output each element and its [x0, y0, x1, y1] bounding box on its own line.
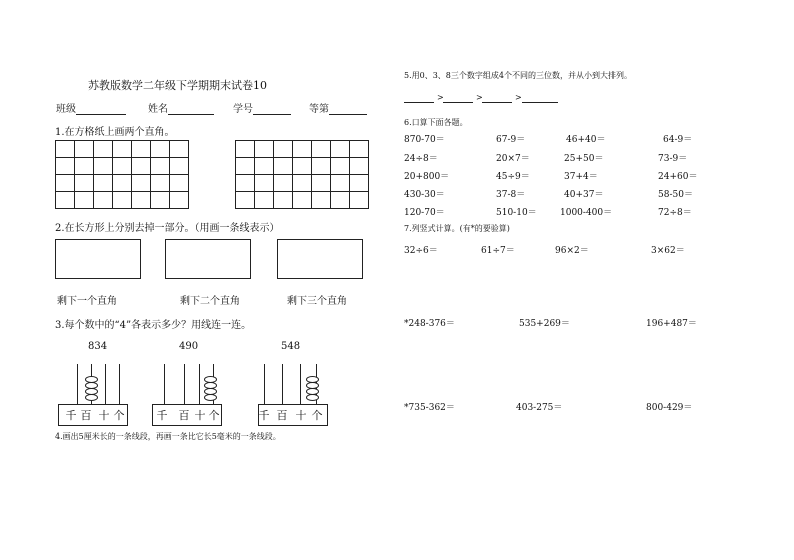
- name-label: 姓名: [148, 104, 168, 115]
- oral-item: 120-70＝: [404, 208, 445, 218]
- order-blank-1[interactable]: [404, 101, 434, 103]
- oral-item: 20×7＝: [496, 154, 530, 164]
- order-blank-4[interactable]: [522, 101, 558, 103]
- calc-item: 403-275＝: [516, 403, 563, 413]
- calc-item: 535+269＝: [519, 319, 570, 329]
- question-2: 2.在长方形上分别去掉一部分。（用画一条线表示）: [55, 223, 280, 234]
- class-field: [56, 100, 126, 115]
- calc-item: *248-376＝: [404, 319, 455, 329]
- greater-than-sign: >: [437, 93, 444, 102]
- place-tens: 十: [295, 409, 307, 422]
- oral-item: 25+50＝: [564, 154, 604, 164]
- class-blank[interactable]: [76, 104, 126, 115]
- question-4: 4.画出5厘米长的一条线段，再画一条比它长5毫米的一条线段。: [55, 432, 281, 441]
- oral-item: 45÷9＝: [496, 172, 530, 182]
- name-blank[interactable]: [168, 104, 214, 115]
- grade-label: 等第: [309, 104, 329, 115]
- place-hundreds: 百: [80, 409, 92, 422]
- oral-item: 24+60＝: [658, 172, 698, 182]
- question-6: 6.口算下面各题。: [404, 118, 468, 127]
- order-blank-3[interactable]: [482, 101, 512, 103]
- grade-blank[interactable]: [329, 104, 367, 115]
- number-548: 548: [281, 341, 301, 352]
- grade-field: [309, 100, 367, 115]
- oral-item: 510-10＝: [496, 208, 537, 218]
- remain-label-2: 剩下二个直角: [180, 296, 240, 307]
- calc-item: 196+487＝: [646, 319, 697, 329]
- remain-label-3: 剩下三个直角: [287, 296, 347, 307]
- oral-item: 24÷8＝: [404, 154, 438, 164]
- order-blank-2[interactable]: [443, 101, 473, 103]
- question-5: 5.用0、3、8三个数字组成4个不同的三位数，并从小到大排列。: [404, 71, 632, 80]
- oral-item: 46+40＝: [566, 135, 606, 145]
- oral-item: 64-9＝: [663, 135, 693, 145]
- abacus-bead: [85, 394, 98, 401]
- rectangle-1[interactable]: [55, 239, 141, 279]
- place-thousands: 千: [65, 409, 77, 422]
- oral-item: 58-50＝: [658, 190, 693, 200]
- place-ones: 个: [113, 409, 125, 422]
- student-id-field: [233, 100, 291, 115]
- calc-item: 32÷6＝: [404, 246, 438, 256]
- class-label: 班级: [56, 104, 76, 115]
- page-title: 苏教版数学二年级下学期期末试卷10: [88, 79, 267, 92]
- abacus-bead: [204, 394, 217, 401]
- rectangle-3[interactable]: [277, 239, 363, 279]
- place-tens: 十: [194, 409, 206, 422]
- oral-item: 20+800＝: [404, 172, 450, 182]
- calc-item: *735-362＝: [404, 403, 455, 413]
- calc-item: 3×62＝: [651, 246, 685, 256]
- oral-item: 73-9＝: [658, 154, 688, 164]
- student-id-blank[interactable]: [253, 104, 291, 115]
- oral-item: 37-8＝: [496, 190, 526, 200]
- greater-than-sign: >: [515, 93, 522, 102]
- abacus-1: [58, 360, 128, 430]
- oral-item: 72÷8＝: [658, 208, 692, 218]
- abacus-bead: [306, 394, 319, 401]
- place-hundreds: 百: [276, 409, 288, 422]
- oral-item: 870-70＝: [404, 135, 445, 145]
- oral-item: 67-9＝: [496, 135, 526, 145]
- oral-item: 1000-400＝: [560, 208, 613, 218]
- abacus-bead: [204, 376, 217, 383]
- grid-paper-left[interactable]: [55, 140, 189, 209]
- place-ones: 个: [311, 409, 323, 422]
- oral-item: 40+37＝: [564, 190, 604, 200]
- abacus-3: [258, 360, 328, 430]
- rectangle-2[interactable]: [165, 239, 251, 279]
- place-hundreds: 百: [178, 409, 190, 422]
- place-tens: 十: [98, 409, 110, 422]
- number-490: 490: [179, 341, 199, 352]
- calc-item: 61÷7＝: [481, 246, 515, 256]
- calc-item: 800-429＝: [646, 403, 693, 413]
- name-field: [148, 100, 214, 115]
- place-thousands: 千: [156, 409, 168, 422]
- abacus-2: [152, 360, 222, 430]
- place-ones: 个: [208, 409, 220, 422]
- grid-paper-right[interactable]: [235, 140, 369, 209]
- student-id-label: 学号: [233, 104, 253, 115]
- place-thousands: 千: [258, 409, 270, 422]
- remain-label-1: 剩下一个直角: [57, 296, 117, 307]
- greater-than-sign: >: [476, 93, 483, 102]
- oral-item: 430-30＝: [404, 190, 445, 200]
- question-3: 3.每个数中的“4”各表示多少？用线连一连。: [55, 320, 252, 331]
- number-834: 834: [88, 341, 108, 352]
- question-7: 7.列竖式计算。(有*的要验算): [404, 224, 510, 233]
- calc-item: 96×2＝: [555, 246, 589, 256]
- question-1: 1.在方格纸上画两个直角。: [55, 127, 175, 138]
- oral-item: 37+4＝: [564, 172, 598, 182]
